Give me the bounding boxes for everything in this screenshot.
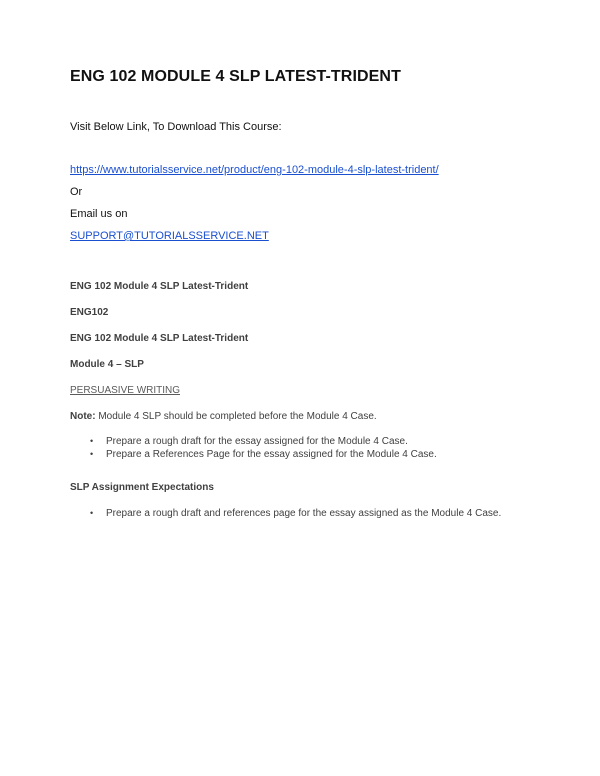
bullet-icon: • (90, 508, 94, 518)
module-label: Module 4 – SLP (70, 359, 144, 370)
heading-product-repeat: ENG 102 Module 4 SLP Latest-Trident (70, 333, 249, 344)
expectations-heading: SLP Assignment Expectations (70, 482, 214, 493)
email-prompt: Email us on (70, 208, 128, 220)
page-title: ENG 102 MODULE 4 SLP LATEST-TRIDENT (70, 68, 401, 85)
note-label: Note: (70, 411, 96, 422)
course-link[interactable]: https://www.tutorialsservice.net/product/eng-102-module-4-slp-latest-trident/ (70, 164, 439, 176)
email-link[interactable]: SUPPORT@TUTORIALSSERVICE.NET (70, 230, 269, 242)
bullet-icon: • (90, 436, 94, 446)
note-paragraph (70, 411, 377, 422)
note-text: Module 4 SLP should be completed before the Module 4 Case. (95, 411, 377, 422)
intro-text: Visit Below Link, To Download This Course: (70, 121, 282, 133)
list-item-text: Prepare a rough draft and references page for the essay assigned as the Module 4 Case. (106, 508, 502, 519)
course-code: ENG102 (70, 307, 109, 318)
bullet-icon: • (90, 449, 94, 459)
list-item-text: Prepare a rough draft for the essay assigned for the Module 4 Case. (106, 436, 408, 447)
list-item-text: Prepare a References Page for the essay assigned for the Module 4 Case. (106, 449, 437, 460)
heading-product: ENG 102 Module 4 SLP Latest-Trident (70, 281, 249, 292)
or-text: Or (70, 186, 83, 198)
persuasive-writing-link[interactable]: PERSUASIVE WRITING (70, 385, 181, 396)
